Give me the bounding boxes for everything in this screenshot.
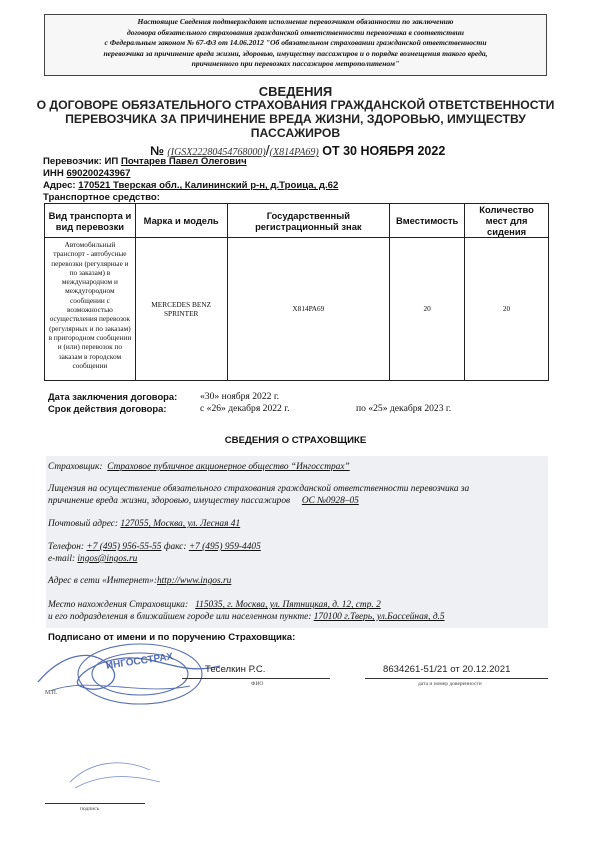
number-sign: №: [150, 144, 164, 158]
insurer-name: Страховое публичное акционерное общество “Ингосстрах”: [107, 462, 350, 472]
document-subtitle-line1: О ДОГОВОРЕ ОБЯЗАТЕЛЬНОГО СТРАХОВАНИЯ ГРАЖДАНСКОЙ ОТВЕТСТВЕННОСТИ: [36, 98, 555, 112]
insurer-heading: СВЕДЕНИЯ О СТРАХОВЩИКЕ: [224, 435, 367, 446]
fax-number: +7 (495) 959-4405: [188, 542, 261, 552]
email-row: [48, 553, 137, 565]
validity-label: Срок действия договора:: [48, 403, 167, 414]
document-subtitle-line3: ПАССАЖИРОВ: [250, 126, 341, 140]
signed-date-value: «30» ноября 2022 г.: [200, 391, 280, 402]
sign-caption: подпись: [80, 806, 100, 812]
cell-plate: Х814РА69: [227, 238, 390, 381]
header-model: Марка и модель: [135, 204, 227, 238]
stamp-text: ИНГОССТРАХ: [105, 651, 174, 672]
table-header-row: [45, 204, 549, 238]
header-plate: Государственный регистрационный знак: [227, 204, 390, 238]
license-number: ОС №0928–05: [301, 496, 359, 506]
postal-row: [48, 518, 240, 530]
carrier-inn: 690200243967: [66, 168, 131, 179]
fax-label: факс:: [163, 542, 187, 552]
legal-notice-box: [44, 14, 547, 76]
cell-kind: Автомобильный транспорт - автобусные перевозки (регулярные и по заказам) в международном и междугородном сообщении с возможностью осуществления перевозок (регулярных и по заказам) в пригородном сообщении и (или) перевозок по заказам в городском сообщении: [45, 238, 136, 381]
insurer-label: Страховщик:: [48, 462, 103, 472]
power-of-attorney: 8634261-51/21 от 20.12.2021: [383, 664, 511, 675]
name-underline: [182, 678, 330, 679]
carrier-inn-label: ИНН: [43, 168, 64, 179]
phone-label: Телефон:: [48, 542, 85, 552]
carrier-name-label: Перевозчик: ИП: [43, 156, 119, 167]
policy-number: (IGSX22280454768000): [167, 147, 266, 158]
number-slash: /: [265, 142, 270, 158]
location-row: [48, 599, 381, 611]
header-seats: Количество мест для сидения: [465, 204, 549, 238]
document-title: СВЕДЕНИЯ: [258, 84, 333, 99]
transport-table: [44, 203, 549, 381]
cell-capacity: 20: [390, 238, 465, 381]
web-link[interactable]: http://www.ingos.ru: [156, 576, 232, 586]
notice-line: перевозчика за причинение вреда жизни, здоровью, имуществу пассажиров и о порядке возмещения такого вреда,: [103, 48, 488, 58]
notice-line: Настоящие Сведения подтверждают исполнение перевозчиком обязанности по заключению: [137, 17, 454, 26]
postal-label: Почтовый адрес:: [48, 519, 119, 529]
doc-underline: [365, 678, 548, 679]
lower-stamp-trace: [60, 752, 170, 792]
notice-line: договора обязательного страхования гражданской ответственности перевозчика в соответствии: [126, 27, 465, 37]
signed-date-label: Дата заключения договора:: [48, 391, 178, 402]
phone-row: [48, 541, 261, 553]
document-subtitle-line2: ПЕРЕВОЗЧИКА ЗА ПРИЧИНЕНИЕ ВРЕДА ЖИЗНИ, ЗДОРОВЬЮ, ИМУЩЕСТВУ: [65, 112, 526, 126]
notice-line: с Федеральным законом № 67-ФЗ от 14.06.2012 "Об обязательном страховании гражданской ответственности: [104, 38, 487, 48]
cell-seats: 20: [465, 238, 549, 381]
web-row: [48, 575, 231, 587]
email-label: e-mail:: [48, 554, 76, 564]
cell-model: MERCEDES BENZ SPRINTER: [135, 238, 227, 381]
postal-address: 127055, Москва, ул. Лесная 41: [120, 519, 241, 529]
insurer-row: [48, 461, 350, 473]
email-link[interactable]: ingos@ingos.ru: [77, 554, 138, 564]
notice-line: причиненного при перевозках пассажиров метрополитеном": [191, 59, 400, 69]
branch-row: [48, 611, 445, 623]
transport-label: Транспортное средство:: [43, 192, 160, 203]
carrier-name-row: [43, 156, 247, 167]
carrier-address-row: [43, 180, 338, 191]
location-address: 115035, г. Москва, ул. Пятницкая, д. 12, стр. 2: [195, 600, 381, 610]
signature-stroke-2: [50, 685, 190, 691]
plate-reference: (Х814РА69): [269, 147, 319, 158]
carrier-address-label: Адрес:: [43, 180, 76, 191]
signer-name: Теселкин Р.С.: [205, 664, 266, 675]
contract-date: ОТ 30 НОЯБРЯ 2022: [322, 144, 446, 158]
carrier-inn-row: [43, 168, 130, 179]
branch-label: и его подразделения в ближайшем городе или населенном пункте:: [48, 612, 312, 622]
license-line1: Лицензия на осуществление обязательного страхования гражданской ответственности перевозчика за: [48, 484, 470, 494]
table-row: [45, 238, 549, 381]
license-row: [48, 495, 359, 507]
license-line2: причинение вреда жизни, здоровью, имуществу пассажиров: [48, 496, 291, 506]
validity-to: по «25» декабря 2023 г.: [356, 403, 452, 414]
fio-caption: ФИО: [251, 681, 264, 687]
branch-address: 170100 г.Тверь, ул.Бассейная, д.5: [313, 612, 445, 622]
signature-heading: Подписано от имени и по поручению Страховщика:: [48, 632, 296, 643]
carrier-address: 170521 Тверская обл., Калининский р-н, д.Троица, д.62: [78, 180, 339, 191]
mp-mark: М.П.: [45, 690, 58, 696]
validity-from: с «26» декабря 2022 г.: [200, 403, 290, 414]
header-capacity: Вместимость: [390, 204, 465, 238]
phone-link[interactable]: +7 (495) 956-55-55: [86, 542, 162, 552]
sign-underline: [45, 803, 145, 804]
web-label: Адрес в сети «Интернет»:: [48, 576, 157, 586]
doc-caption: дата и номер доверенности: [418, 681, 482, 687]
location-label: Место нахождения Страховщика:: [48, 600, 189, 610]
header-kind: Вид транспорта и вид перевозки: [45, 204, 136, 238]
carrier-name: Почтарев Павел Олегович: [120, 156, 247, 167]
